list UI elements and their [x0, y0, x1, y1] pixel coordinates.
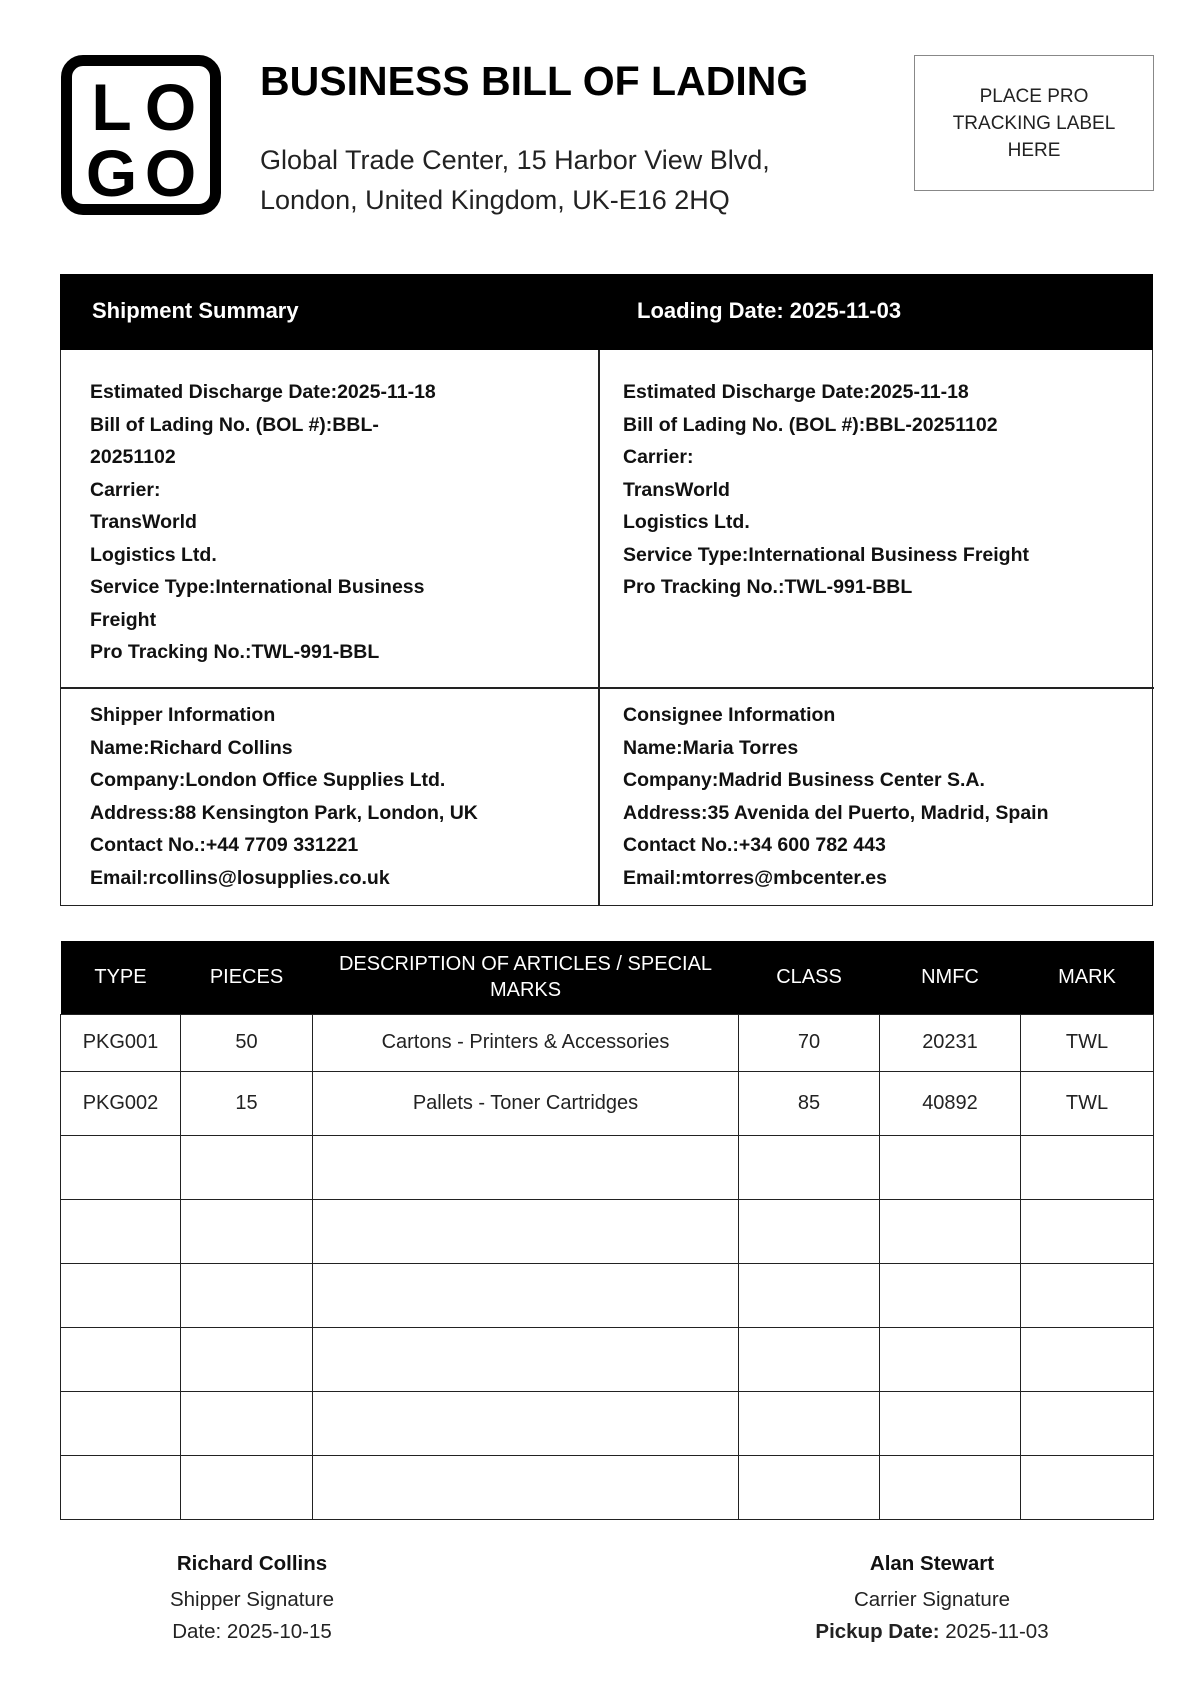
- table-cell: [313, 1391, 739, 1455]
- table-cell: [739, 1391, 880, 1455]
- table-cell: PKG001: [61, 1014, 181, 1071]
- info-line: Service Type:International Business: [90, 576, 425, 598]
- pickup-date: 2025-11-03: [939, 1620, 1049, 1643]
- company-address: [260, 140, 770, 220]
- table-cell: 85: [739, 1071, 880, 1135]
- info-line: Contact No.:+44 7709 331221: [90, 834, 359, 856]
- table-cell: [739, 1327, 880, 1391]
- table-cell: [61, 1327, 181, 1391]
- info-line: Address:35 Avenida del Puerto, Madrid, Spain: [623, 801, 1049, 824]
- summary-right-cell: [623, 376, 1029, 604]
- carrier-signature-label: Carrier Signature: [853, 1588, 1011, 1611]
- summary-left-cell: [90, 376, 436, 669]
- shipper-signature-name: Richard Collins: [176, 1552, 328, 1575]
- table-cell: [739, 1135, 880, 1199]
- table-cell: [61, 1455, 181, 1519]
- info-line: Estimated Discharge Date:2025-11-18: [90, 381, 436, 403]
- info-line: Carrier:: [623, 446, 694, 468]
- table-cell: [1021, 1263, 1154, 1327]
- column-header: DESCRIPTION OF ARTICLES / SPECIAL MARKS: [313, 941, 739, 1014]
- info-line: TransWorld: [623, 478, 730, 501]
- table-cell: [739, 1455, 880, 1519]
- address-line: London, United Kingdom, UK-E16 2HQ: [260, 185, 730, 215]
- info-line: Pro Tracking No.:TWL-991-BBL: [623, 576, 913, 598]
- table-cell: Cartons - Printers & Accessories: [313, 1014, 739, 1071]
- info-line: TransWorld: [90, 511, 197, 533]
- shipper-signature-date: Date: 2025-10-15: [172, 1620, 332, 1643]
- pickup-date-label: Pickup Date:: [815, 1620, 940, 1643]
- table-cell: [1021, 1135, 1154, 1199]
- table-cell: [181, 1263, 313, 1327]
- info-line: Pro Tracking No.:TWL-991-BBL: [90, 641, 380, 663]
- shipment-details-grid: [60, 350, 1153, 906]
- shipper-signature-label: Shipper Signature: [169, 1588, 335, 1611]
- table-cell: [313, 1327, 739, 1391]
- table-cell: [181, 1327, 313, 1391]
- info-line: Carrier:: [90, 478, 161, 501]
- table-cell: 40892: [880, 1071, 1021, 1135]
- column-header: NMFC: [880, 941, 1021, 1014]
- info-line: Bill of Lading No. (BOL #):BBL-20251102: [623, 413, 998, 436]
- info-line: Name:Maria Torres: [623, 736, 799, 759]
- table-cell: [1021, 1455, 1154, 1519]
- table-row: [61, 1014, 1154, 1071]
- tracking-label-placeholder: [914, 55, 1154, 191]
- column-header: PIECES: [181, 941, 313, 1014]
- table-cell: 50: [181, 1014, 313, 1071]
- info-line: Shipper Information: [90, 704, 276, 726]
- table-cell: [61, 1391, 181, 1455]
- tracking-label-text: HERE: [1007, 139, 1061, 161]
- info-line: Email:mtorres@mbcenter.es: [623, 866, 887, 889]
- table-row: [61, 1135, 1154, 1199]
- items-table: [60, 941, 1154, 1520]
- table-row: [61, 1455, 1154, 1519]
- info-line: Bill of Lading No. (BOL #):BBL-: [90, 413, 379, 436]
- table-cell: [181, 1199, 313, 1263]
- table-cell: [313, 1199, 739, 1263]
- tracking-label-text: PLACE PRO: [979, 85, 1089, 107]
- info-line: Service Type:International Business Freight: [623, 543, 1029, 566]
- column-header: CLASS: [739, 941, 880, 1014]
- table-cell: [181, 1455, 313, 1519]
- table-cell: [739, 1263, 880, 1327]
- table-cell: [1021, 1199, 1154, 1263]
- company-logo: L O G O: [61, 55, 221, 215]
- loading-date: Loading Date: 2025-11-03: [637, 298, 902, 323]
- shipment-summary-heading: Shipment Summary: [92, 298, 299, 323]
- table-cell: Pallets - Toner Cartridges: [313, 1071, 739, 1135]
- info-line: Logistics Ltd.: [623, 511, 750, 533]
- table-cell: [880, 1135, 1021, 1199]
- info-line: Company:Madrid Business Center S.A.: [623, 769, 985, 791]
- table-cell: [61, 1263, 181, 1327]
- table-row: [61, 1391, 1154, 1455]
- info-line: Address:88 Kensington Park, London, UK: [90, 801, 478, 824]
- table-cell: [313, 1135, 739, 1199]
- table-cell: [61, 1199, 181, 1263]
- table-cell: [880, 1327, 1021, 1391]
- shipment-summary-header: [60, 274, 1153, 350]
- table-cell: [880, 1391, 1021, 1455]
- table-cell: [880, 1199, 1021, 1263]
- table-cell: TWL: [1021, 1014, 1154, 1071]
- column-header: TYPE: [61, 941, 181, 1014]
- table-row: [61, 1327, 1154, 1391]
- table-cell: [181, 1391, 313, 1455]
- carrier-signature-block: [772, 1548, 1092, 1648]
- table-cell: PKG002: [61, 1071, 181, 1135]
- shipper-signature-block: [92, 1548, 412, 1648]
- table-cell: [1021, 1327, 1154, 1391]
- table-cell: 15: [181, 1071, 313, 1135]
- table-cell: 20231: [880, 1014, 1021, 1071]
- info-line: Freight: [90, 608, 157, 631]
- table-cell: [739, 1199, 880, 1263]
- info-line: Estimated Discharge Date:2025-11-18: [623, 381, 969, 403]
- table-row: [61, 1263, 1154, 1327]
- info-line: Name:Richard Collins: [90, 736, 293, 759]
- info-line: Logistics Ltd.: [90, 543, 217, 566]
- table-cell: 70: [739, 1014, 880, 1071]
- table-cell: [880, 1263, 1021, 1327]
- info-line: Consignee Information: [623, 704, 836, 726]
- carrier-signature-name: Alan Stewart: [869, 1552, 995, 1575]
- table-cell: TWL: [1021, 1071, 1154, 1135]
- info-line: Contact No.:+34 600 782 443: [623, 834, 886, 856]
- table-row: [61, 1071, 1154, 1135]
- info-line: Company:London Office Supplies Ltd.: [90, 769, 446, 791]
- address-line: Global Trade Center, 15 Harbor View Blvd,: [260, 145, 770, 175]
- table-cell: [880, 1455, 1021, 1519]
- table-row: [61, 1199, 1154, 1263]
- table-cell: [313, 1455, 739, 1519]
- info-line: 20251102: [90, 446, 176, 468]
- info-line: Email:rcollins@losupplies.co.uk: [90, 866, 390, 889]
- table-cell: [1021, 1391, 1154, 1455]
- shipper-info-cell: [90, 699, 478, 894]
- table-cell: [61, 1135, 181, 1199]
- table-cell: [181, 1135, 313, 1199]
- tracking-label-text: TRACKING LABEL: [952, 112, 1116, 134]
- consignee-info-cell: [623, 699, 1049, 894]
- document-title: BUSINESS BILL OF LADING: [260, 58, 809, 104]
- table-cell: [313, 1263, 739, 1327]
- column-header: MARK: [1021, 941, 1154, 1014]
